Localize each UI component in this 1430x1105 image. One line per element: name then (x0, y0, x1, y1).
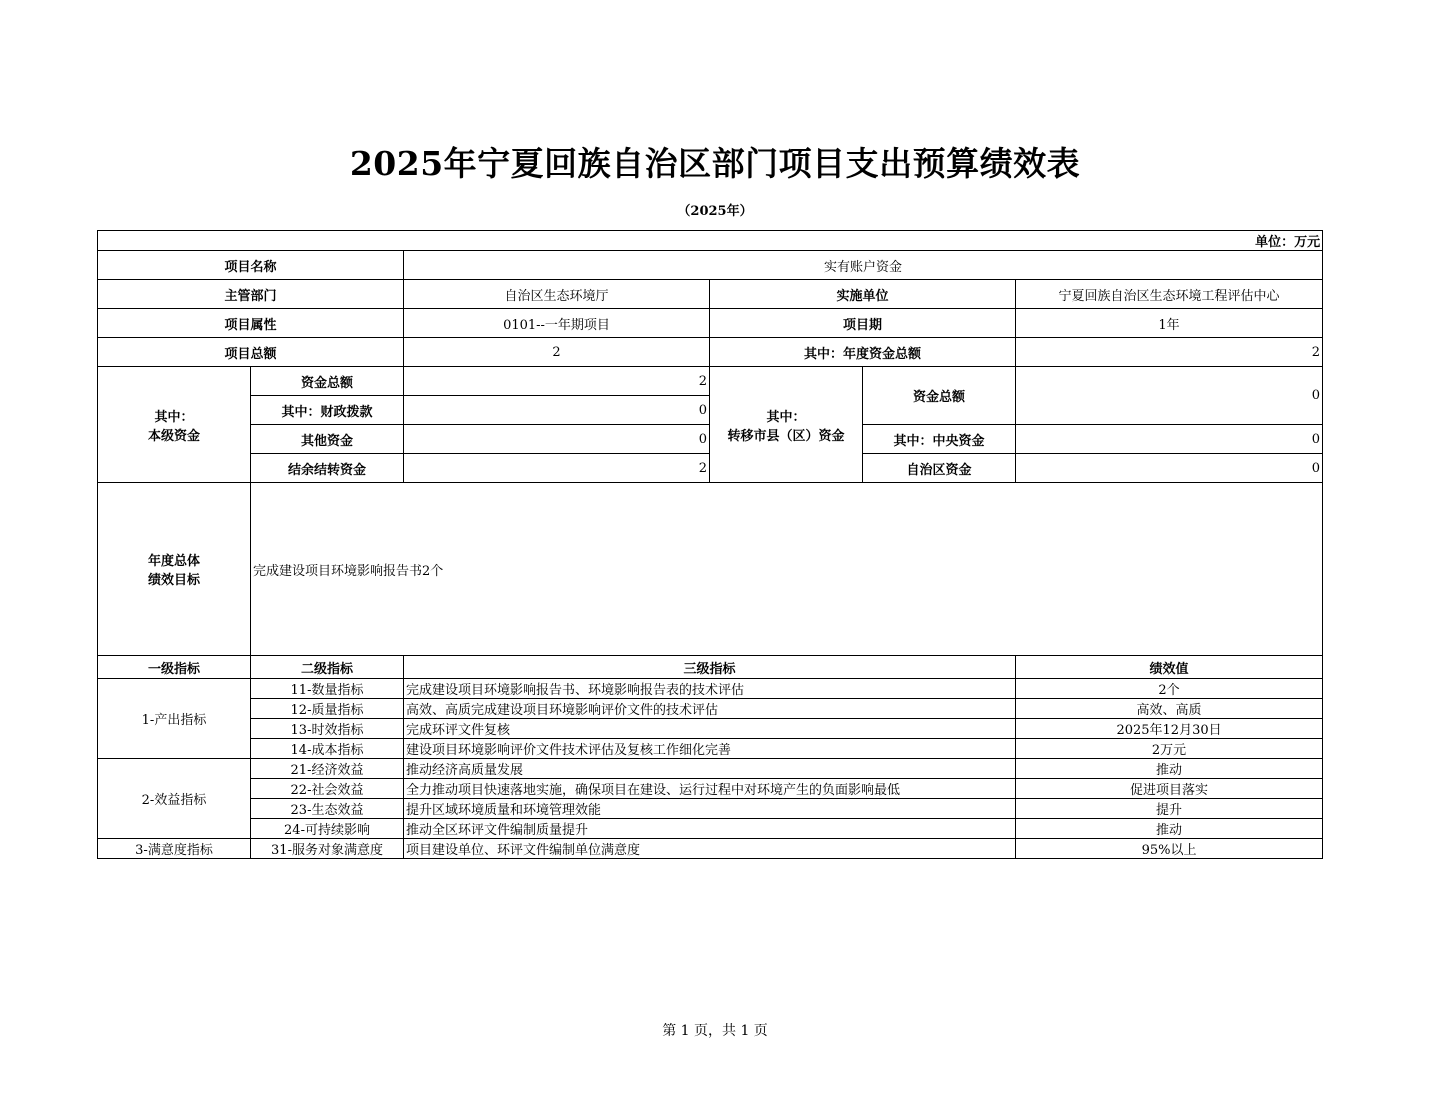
impl-value: 宁夏回族自治区生态环境工程评估中心 (1016, 280, 1323, 309)
indicator-value: 促进项目落实 (1016, 779, 1323, 799)
transfer-funds-group (710, 367, 863, 483)
transfer-total-label: 资金总额 (863, 367, 1016, 425)
page-title: 2025年宁夏回族自治区部门项目支出预算绩效表 (349, 144, 1081, 183)
indicator-value: 95%以上 (1016, 839, 1323, 859)
period-label: 项目期 (710, 309, 1016, 338)
goal-label-line2: 绩效目标 (147, 573, 200, 588)
transfer-central-label: 其中：中央资金 (863, 425, 1016, 454)
local-carry-value: 2 (404, 454, 710, 483)
total-label: 项目总额 (98, 338, 404, 367)
indicator-level3: 提升区域环境质量和环境管理效能 (404, 799, 1016, 819)
header-level1: 一级指标 (98, 656, 251, 679)
indicator-level3: 完成环评文件复核 (404, 719, 1016, 739)
indicator-level2: 22-社会效益 (251, 779, 404, 799)
impl-label: 实施单位 (710, 280, 1016, 309)
transfer-total-value: 0 (1016, 367, 1323, 425)
indicator-level2: 14-成本指标 (251, 739, 404, 759)
header-value: 绩效值 (1016, 656, 1323, 679)
local-funds-group-line1: 其中： (154, 409, 194, 425)
transfer-central-value: 0 (1016, 425, 1323, 454)
annual-label: 其中：年度资金总额 (710, 338, 1016, 367)
indicator-level2: 12-质量指标 (251, 699, 404, 719)
header-level3: 三级指标 (404, 656, 1016, 679)
local-fiscal-label: 其中：财政拨款 (251, 396, 404, 425)
indicator-level3: 项目建设单位、环评文件编制单位满意度 (404, 839, 1016, 859)
local-funds-group-line2: 本级资金 (147, 428, 200, 444)
header-level2: 二级指标 (251, 656, 404, 679)
indicator-value: 2025年12月30日 (1016, 719, 1323, 739)
indicator-level2: 11-数量指标 (251, 679, 404, 699)
local-total-label: 资金总额 (251, 367, 404, 396)
local-fiscal-value: 0 (404, 396, 710, 425)
dept-label: 主管部门 (98, 280, 404, 309)
indicator-level3: 推动全区环评文件编制质量提升 (404, 819, 1016, 839)
transfer-region-value: 0 (1016, 454, 1323, 483)
local-carry-label: 结余结转资金 (251, 454, 404, 483)
indicator-value: 推动 (1016, 759, 1323, 779)
indicator-level2: 23-生态效益 (251, 799, 404, 819)
indicator-level2: 31-服务对象满意度 (251, 839, 404, 859)
local-funds-group (98, 367, 251, 483)
page-footer: 第 1 页，共 1 页 (662, 1023, 768, 1039)
local-other-label: 其他资金 (251, 425, 404, 454)
transfer-funds-group-line1: 其中： (766, 409, 806, 425)
annual-value: 2 (1016, 338, 1323, 367)
indicator-value: 2个 (1016, 679, 1323, 699)
unit-label: 单位：万元 (98, 231, 1323, 251)
indicator-value: 2万元 (1016, 739, 1323, 759)
satisfaction-indicator-group: 3-满意度指标 (98, 839, 251, 859)
goal-label-line1: 年度总体 (147, 554, 200, 569)
total-value: 2 (404, 338, 710, 367)
dept-value: 自治区生态环境厅 (404, 280, 710, 309)
output-indicator-group: 1-产出指标 (98, 679, 251, 759)
period-value: 1年 (1016, 309, 1323, 338)
local-total-value: 2 (404, 367, 710, 396)
indicator-level3: 高效、高质完成建设项目环境影响评价文件的技术评估 (404, 699, 1016, 719)
indicator-level2: 13-时效指标 (251, 719, 404, 739)
transfer-region-label: 自治区资金 (863, 454, 1016, 483)
indicator-level3: 推动经济高质量发展 (404, 759, 1016, 779)
page-subtitle: （2025年） (677, 204, 753, 219)
project-name-label: 项目名称 (98, 251, 404, 280)
indicator-level2: 21-经济效益 (251, 759, 404, 779)
indicator-value: 推动 (1016, 819, 1323, 839)
indicator-value: 高效、高质 (1016, 699, 1323, 719)
transfer-funds-group-line2: 转移市县（区）资金 (727, 428, 845, 444)
goal-label (98, 483, 251, 656)
attr-value: 0101--一年期项目 (404, 309, 710, 338)
indicator-level3: 全力推动项目快速落地实施，确保项目在建设、运行过程中对环境产生的负面影响最低 (404, 779, 1016, 799)
goal-text: 完成建设项目环境影响报告书2个 (251, 483, 1323, 656)
benefit-indicator-group: 2-效益指标 (98, 759, 251, 839)
indicator-level3: 完成建设项目环境影响报告书、环境影响报告表的技术评估 (404, 679, 1016, 699)
attr-label: 项目属性 (98, 309, 404, 338)
indicator-value: 提升 (1016, 799, 1323, 819)
indicator-level3: 建设项目环境影响评价文件技术评估及复核工作细化完善 (404, 739, 1016, 759)
local-other-value: 0 (404, 425, 710, 454)
performance-table (97, 230, 1323, 859)
project-name-value: 实有账户资金 (404, 251, 1323, 280)
indicator-level2: 24-可持续影响 (251, 819, 404, 839)
